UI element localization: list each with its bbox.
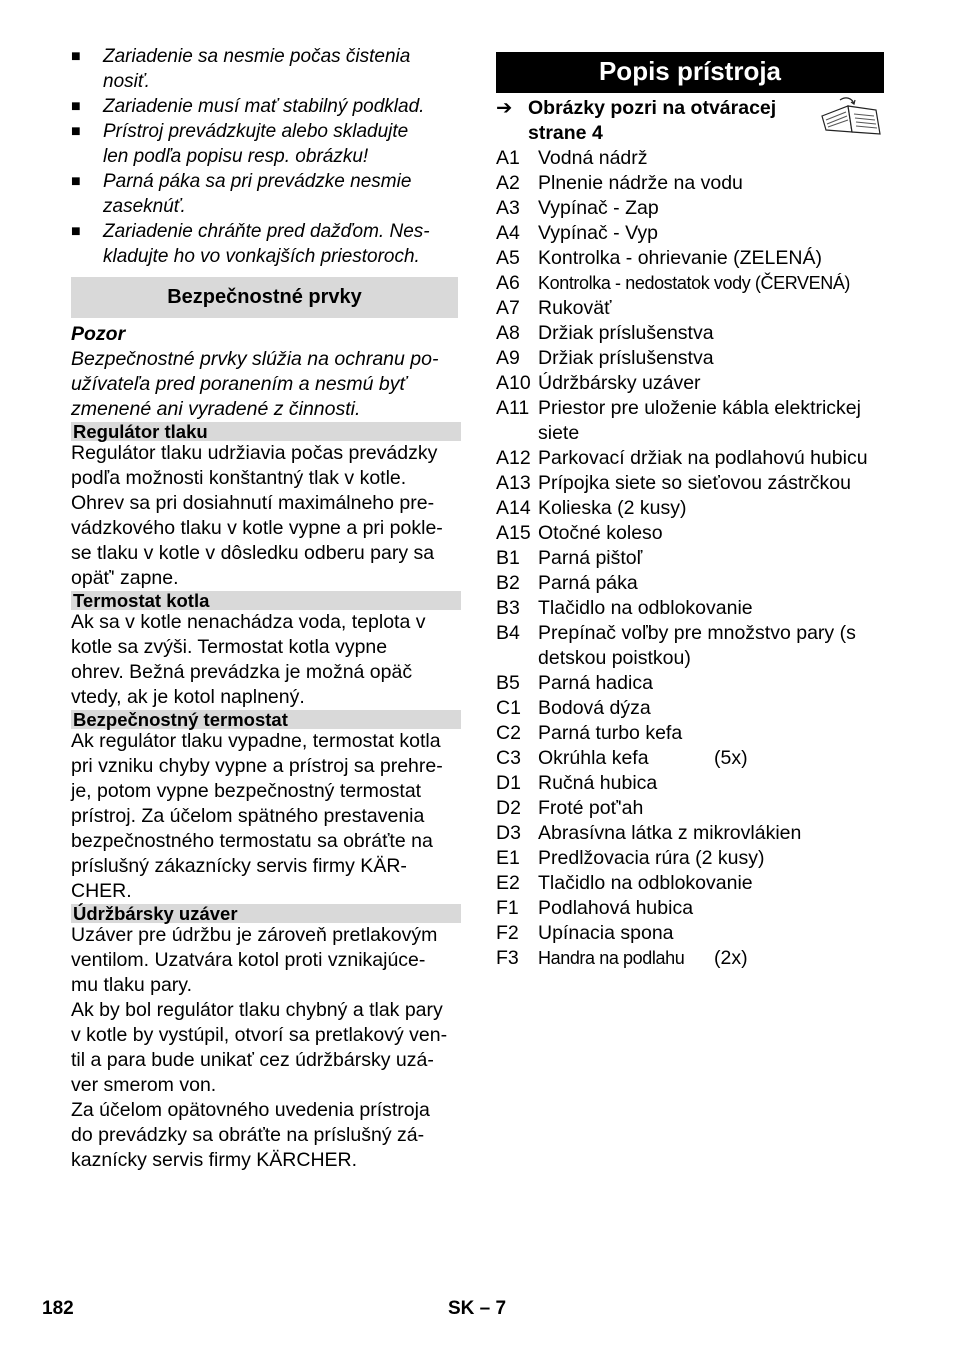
- component-name-line: Vypínač - Zap: [538, 197, 659, 219]
- component-item: [496, 446, 884, 471]
- component-code: D2: [496, 797, 521, 819]
- paragraph-line: je, potom vypne bezpečnostný termostat: [71, 780, 422, 802]
- component-name: [538, 846, 884, 871]
- component-item: [496, 271, 884, 296]
- reference-line: strane 4: [528, 122, 603, 144]
- bullet-line: Zariadenie chráňte pred dažďom. Nes-: [103, 221, 430, 242]
- paragraph-line: ventilom. Uzatvára kotol proti vznikajúce-: [71, 949, 426, 971]
- component-code: D1: [496, 772, 521, 794]
- paragraph-line: vtedy, ak je kotol naplnený.: [71, 686, 305, 708]
- component-name-line: Vypínač - Vyp: [538, 222, 658, 244]
- component-item: [496, 671, 884, 696]
- paragraph-line: ohrev. Bežná prevádzka je možná opäč: [71, 661, 413, 683]
- bullet-item: [71, 94, 458, 119]
- section-page-label: SK – 7: [448, 1298, 507, 1319]
- component-name-line: siete: [538, 422, 580, 444]
- square-bullet-icon: ■: [71, 48, 81, 65]
- component-code: C3: [496, 747, 521, 769]
- component-list: [496, 146, 884, 971]
- component-name: [538, 496, 884, 521]
- component-item: [496, 296, 884, 321]
- component-name-line: Prepínač voľby pre množstvo pary (s: [538, 622, 856, 644]
- component-name-line: Kontrolka - nedostatok vody (ČERVENÁ): [538, 273, 851, 293]
- component-item: [496, 471, 884, 496]
- arrow-right-icon: ➔: [496, 97, 513, 119]
- component-name-line: Kolieska (2 kusy): [538, 497, 687, 519]
- component-item: [496, 496, 884, 521]
- component-name-line: Predlžovacia rúra (2 kusy): [538, 847, 765, 869]
- paragraph-line: prístroj. Za účelom spätného prestavenia: [71, 805, 425, 827]
- paragraph-line: Za účelom opätovného uvedenia prístroja: [71, 1099, 430, 1121]
- bullet-text: [103, 219, 430, 269]
- component-code: B3: [496, 597, 520, 619]
- component-name-line: Parná hadica: [538, 672, 653, 694]
- component-name-line: Bodová dýza: [538, 697, 651, 719]
- component-name: [538, 371, 884, 396]
- component-name: [538, 196, 884, 221]
- component-item: [496, 946, 884, 971]
- component-name-line: Abrasívna látka z mikrovlákien: [538, 822, 802, 844]
- component-name-line: Parná turbo kefa: [538, 722, 683, 744]
- paragraph-line: ver smerom von.: [71, 1074, 217, 1096]
- component-item: [496, 196, 884, 221]
- bullet-text: [103, 44, 458, 94]
- bullet-item: [71, 169, 458, 219]
- component-name: [538, 746, 884, 771]
- paragraph-line: do prevádzky sa obráťte na príslušný zá-: [71, 1124, 425, 1146]
- component-code: A7: [496, 297, 520, 319]
- bullet-line: Zariadenie musí mať stabilný podklad.: [103, 96, 425, 117]
- component-code: A3: [496, 197, 520, 219]
- component-name-line: Upínacia spona: [538, 922, 674, 944]
- component-code: B1: [496, 547, 520, 569]
- component-quantity: (2x): [714, 947, 748, 969]
- component-name: [538, 446, 884, 471]
- bullet-line: zaseknúť.: [103, 196, 186, 217]
- figure-reference: [496, 96, 884, 146]
- bullet-item: [71, 219, 458, 269]
- component-code: E1: [496, 847, 520, 869]
- component-item: [496, 396, 884, 446]
- component-item: [496, 846, 884, 871]
- component-item: [496, 896, 884, 921]
- component-item: [496, 221, 884, 246]
- paragraph-line: v kotle by vystúpil, otvorí sa pretlakový ven-: [71, 1024, 448, 1046]
- component-item: [496, 171, 884, 196]
- paragraph-line: Ak sa v kotle nenachádza voda, teplota v: [71, 611, 426, 633]
- subsection-heading: Regulátor tlaku: [71, 422, 461, 441]
- component-item: [496, 571, 884, 596]
- square-bullet-icon: ■: [71, 98, 81, 115]
- component-code: A12: [496, 447, 531, 469]
- component-name: [538, 821, 884, 846]
- component-item: [496, 546, 884, 571]
- component-code: F3: [496, 947, 519, 969]
- component-name-line: Kontrolka - ohrievanie (ZELENÁ): [538, 247, 822, 269]
- component-name: [538, 171, 884, 196]
- component-code: A6: [496, 272, 520, 294]
- component-item: [496, 771, 884, 796]
- square-bullet-icon: ■: [71, 173, 81, 190]
- component-name: [538, 471, 884, 496]
- paragraph-line: se tlaku v kotle v dôsledku odberu pary sa: [71, 542, 435, 564]
- bullet-text: [103, 169, 411, 219]
- component-code: A10: [496, 372, 531, 394]
- open-book-icon: [818, 96, 884, 143]
- subsection-heading: Bezpečnostný termostat: [71, 710, 461, 729]
- bullet-item: [71, 44, 458, 94]
- component-name-line: Držiak príslušenstva: [538, 322, 714, 344]
- component-name: [538, 721, 884, 746]
- paragraph-line: Uzáver pre údržbu je zároveň pretlakovým: [71, 924, 438, 946]
- component-code: A8: [496, 322, 520, 344]
- component-code: C2: [496, 722, 521, 744]
- safety-bullet-list: [71, 44, 458, 269]
- component-name: [538, 771, 884, 796]
- component-item: [496, 596, 884, 621]
- caution-line: Bezpečnostné prvky slúžia na ochranu po-: [71, 348, 439, 370]
- figure-reference-text: [528, 96, 776, 146]
- component-name: [538, 546, 884, 571]
- component-name: [538, 296, 884, 321]
- component-code: A11: [496, 397, 530, 419]
- component-code: F1: [496, 897, 519, 919]
- component-name-line: Rukoväť: [538, 297, 612, 319]
- paragraph-line: Regulátor tlaku udržiavia počas prevádzky: [71, 442, 438, 464]
- section-heading-safety-elements: Bezpečnostné prvky: [71, 277, 458, 318]
- paragraph-line: Ohrev sa pri dosiahnutí maximálneho pre-: [71, 492, 435, 514]
- component-name: [538, 521, 884, 546]
- right-column: [496, 44, 884, 971]
- caution-line: zmenené ani vyradené z činnosti.: [71, 398, 361, 420]
- paragraph-line: bezpečnostného termostatu sa obráťte na: [71, 830, 433, 852]
- component-code: A1: [496, 147, 520, 169]
- component-name: [538, 796, 884, 821]
- component-name-line: Froté poť'ah: [538, 797, 644, 819]
- component-item: [496, 696, 884, 721]
- paragraph-line: vádzkového tlaku v kotle vypne a pri pokle-: [71, 517, 443, 539]
- component-name-line: Podlahová hubica: [538, 897, 694, 919]
- component-item: [496, 621, 884, 671]
- component-code: A15: [496, 522, 531, 544]
- component-name: [538, 696, 884, 721]
- component-name-line: Parná pištoľ: [538, 547, 643, 569]
- component-name-line: Tlačidlo na odblokovanie: [538, 872, 753, 894]
- component-name-line: Parná páka: [538, 572, 638, 594]
- component-code: A5: [496, 247, 520, 269]
- component-name: [538, 871, 884, 896]
- component-item: [496, 921, 884, 946]
- component-quantity: (5x): [714, 747, 748, 769]
- paragraph-line: CHER.: [71, 880, 132, 902]
- component-item: [496, 521, 884, 546]
- paragraph-line: Ak regulátor tlaku vypadne, termostat kotla: [71, 730, 441, 752]
- component-name: [538, 946, 884, 971]
- component-name-line: Ručná hubica: [538, 772, 658, 794]
- component-name-line: Handra na podlahu: [538, 948, 685, 968]
- paragraph-line: podľa možnosti konštantný tlak v kotle.: [71, 467, 407, 489]
- paragraph-line: Ak by bol regulátor tlaku chybný a tlak pary: [71, 999, 443, 1021]
- component-code: A2: [496, 172, 520, 194]
- page-number: 182: [42, 1298, 74, 1319]
- component-name-line: Plnenie nádrže na vodu: [538, 172, 743, 194]
- component-name-line: Okrúhla kefa: [538, 747, 649, 769]
- square-bullet-icon: ■: [71, 123, 81, 140]
- caution-label: Pozor: [71, 323, 126, 345]
- bullet-line: Prístroj prevádzkujte alebo skladujte: [103, 121, 409, 142]
- component-name-line: Tlačidlo na odblokovanie: [538, 597, 753, 619]
- component-name-line: Držiak príslušenstva: [538, 347, 714, 369]
- component-name-line: Priestor pre uloženie kábla elektrickej: [538, 397, 861, 419]
- component-name-line: Vodná nádrž: [538, 147, 648, 169]
- component-code: A13: [496, 472, 531, 494]
- component-name: [538, 571, 884, 596]
- component-item: [496, 146, 884, 171]
- safety-subsections: [71, 422, 458, 1173]
- component-name: [538, 221, 884, 246]
- bullet-line: Zariadenie sa nesmie počas čistenia nosiť.: [103, 46, 411, 92]
- bullet-line: len podľa popisu resp. obrázku!: [103, 146, 369, 167]
- component-code: E2: [496, 872, 520, 894]
- component-code: A4: [496, 222, 520, 244]
- subsection-heading: Údržbársky uzáver: [71, 904, 461, 923]
- component-item: [496, 721, 884, 746]
- component-name-line: Otočné koleso: [538, 522, 663, 544]
- bullet-text: [103, 94, 424, 119]
- component-name: [538, 596, 884, 621]
- component-name: [538, 271, 884, 296]
- bullet-item: [71, 119, 458, 169]
- component-item: [496, 821, 884, 846]
- paragraph-line: til a para bude unikať cez údržbársky uzá-: [71, 1049, 434, 1071]
- component-name: [538, 396, 884, 446]
- component-name-line: Prípojka siete so sieťovou zástrčkou: [538, 472, 851, 494]
- component-name: [538, 921, 884, 946]
- paragraph-line: kaznícky servis firmy KÄRCHER.: [71, 1149, 358, 1171]
- component-code: F2: [496, 922, 519, 944]
- component-name: [538, 671, 884, 696]
- component-name: [538, 146, 884, 171]
- component-code: A14: [496, 497, 531, 519]
- component-item: [496, 371, 884, 396]
- component-item: [496, 346, 884, 371]
- component-name-line: Parkovací držiak na podlahovú hubicu: [538, 447, 868, 469]
- component-item: [496, 746, 884, 771]
- paragraph-line: mu tlaku pary.: [71, 974, 193, 996]
- caution-text: [71, 347, 458, 422]
- component-code: B2: [496, 572, 520, 594]
- component-name: [538, 321, 884, 346]
- bullet-line: Parná páka sa pri prevádzke nesmie: [103, 171, 412, 192]
- subsection-heading: Termostat kotla: [71, 591, 461, 610]
- component-name: [538, 621, 884, 671]
- component-code: C1: [496, 697, 521, 719]
- component-code: B5: [496, 672, 520, 694]
- component-item: [496, 246, 884, 271]
- paragraph-line: príslušný zákaznícky servis firmy KÄR-: [71, 855, 407, 877]
- reference-line: Obrázky pozri na otváracej: [528, 97, 777, 119]
- left-column: [71, 44, 458, 1173]
- paragraph-line: kotle sa zvýši. Termostat kotla vypne: [71, 636, 388, 658]
- bullet-line: kladujte ho vo vonkajších priestoroch.: [103, 246, 420, 267]
- component-code: D3: [496, 822, 521, 844]
- component-item: [496, 321, 884, 346]
- component-code: A9: [496, 347, 520, 369]
- component-item: [496, 871, 884, 896]
- component-name-line: Údržbársky uzáver: [538, 372, 701, 394]
- component-code: B4: [496, 622, 520, 644]
- device-description-title: Popis prístroja: [496, 52, 884, 93]
- component-name: [538, 246, 884, 271]
- paragraph-line: opäť' zapne.: [71, 567, 179, 589]
- caution-line: užívateľa pred poranením a nesmú byť: [71, 373, 407, 395]
- paragraph-line: pri vzniku chyby vypne a prístroj sa prehre-: [71, 755, 443, 777]
- component-item: [496, 796, 884, 821]
- bullet-text: [103, 119, 408, 169]
- component-name: [538, 896, 884, 921]
- component-name: [538, 346, 884, 371]
- component-name-line: detskou poistkou): [538, 647, 691, 669]
- square-bullet-icon: ■: [71, 223, 81, 240]
